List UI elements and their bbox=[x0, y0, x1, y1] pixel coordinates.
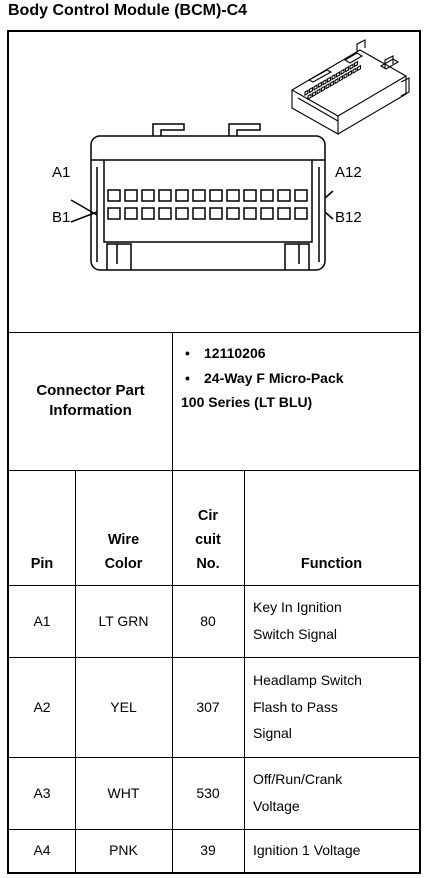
function-line: Key In Ignition bbox=[253, 599, 342, 616]
function-line: Ignition 1 Voltage bbox=[253, 842, 361, 859]
iso-pin-slot bbox=[314, 85, 317, 90]
iso-pin-slot bbox=[328, 77, 331, 82]
pin-cavity bbox=[244, 208, 256, 219]
iso-pin-slot bbox=[337, 72, 340, 77]
table-row-function bbox=[244, 829, 419, 872]
header-circuit bbox=[172, 470, 244, 585]
pin-cavities bbox=[108, 190, 307, 219]
table-row-function bbox=[244, 657, 419, 757]
header-circuit-line1: Cir bbox=[197, 508, 219, 525]
table-row-pin: A3 bbox=[33, 784, 51, 801]
connector-description-line2: 100 Series (LT BLU) bbox=[181, 394, 313, 410]
pin-cavity bbox=[125, 190, 137, 201]
pin-cavity bbox=[278, 190, 290, 201]
function-line: Voltage bbox=[253, 798, 300, 814]
pin-cavity bbox=[261, 208, 273, 219]
iso-pin-slot bbox=[323, 80, 326, 85]
iso-pin-slot bbox=[350, 64, 353, 69]
table-row-pin: A2 bbox=[33, 698, 51, 715]
table-row-circuit: 80 bbox=[200, 612, 216, 629]
iso-pin-slot bbox=[355, 62, 358, 67]
table-row-wire-color: LT GRN bbox=[98, 612, 149, 629]
pin-label-b12: B12 bbox=[335, 209, 362, 226]
function-line: Flash to Pass bbox=[253, 698, 338, 715]
iso-pin-slot bbox=[332, 75, 335, 80]
function-line: Headlamp Switch bbox=[253, 672, 362, 689]
pin-cavity bbox=[295, 190, 307, 201]
table-row-pin: A4 bbox=[33, 842, 51, 859]
pinout-table bbox=[7, 30, 421, 874]
pin-cavity bbox=[261, 190, 273, 201]
pin-cavity bbox=[227, 190, 239, 201]
header-function-text: Function bbox=[300, 556, 363, 573]
pin-cavity bbox=[159, 208, 171, 219]
pin-cavity bbox=[176, 208, 188, 219]
table-row-wire-color: WHT bbox=[107, 784, 140, 801]
pin-cavity bbox=[193, 190, 205, 201]
latch-left bbox=[153, 124, 184, 136]
pin-cavity bbox=[108, 190, 120, 201]
iso-pin-slot bbox=[319, 83, 322, 88]
table-row-pin: A1 bbox=[33, 612, 51, 629]
iso-pin-slot bbox=[340, 76, 343, 81]
pin-cavity bbox=[193, 208, 205, 219]
header-wire-color-line2: Color bbox=[104, 556, 143, 573]
header-pin-text: Pin bbox=[30, 556, 54, 573]
pin-label-a1: A1 bbox=[52, 164, 71, 181]
iso-pin-slot bbox=[313, 92, 316, 97]
connector-diagram bbox=[9, 32, 419, 332]
lock-window-right bbox=[285, 244, 309, 270]
iso-pin-slot bbox=[349, 71, 352, 76]
table-row-circuit: 39 bbox=[200, 842, 216, 859]
part-number: • 12110206 bbox=[181, 341, 344, 366]
pin-cavity bbox=[227, 208, 239, 219]
pin-cavity bbox=[210, 190, 222, 201]
function-line: Switch Signal bbox=[253, 626, 338, 642]
connector-body bbox=[91, 136, 325, 270]
iso-pin-slot bbox=[344, 74, 347, 79]
pin-cavity bbox=[142, 208, 154, 219]
pin-cavity bbox=[295, 208, 307, 219]
pin-cavity bbox=[142, 190, 154, 201]
latch-right bbox=[229, 124, 260, 136]
page-title: Body Control Module (BCM)-C4 bbox=[8, 2, 248, 19]
pin-label-a12: A12 bbox=[335, 164, 362, 181]
header-wire-color-line1: Wire bbox=[107, 532, 140, 549]
pin-cavity bbox=[210, 208, 222, 219]
table-row-function bbox=[244, 585, 419, 657]
iso-pin-slot bbox=[353, 68, 356, 73]
iso-pin-slot bbox=[331, 81, 334, 86]
connector-info-label bbox=[9, 332, 172, 470]
iso-pin-slot bbox=[310, 88, 313, 93]
connector-info-label-line2: Information bbox=[49, 402, 132, 419]
iso-pin-slot bbox=[358, 66, 361, 71]
pin-cavity bbox=[176, 190, 188, 201]
iso-pin-slot bbox=[335, 79, 338, 84]
connector-description-line1: • 24-Way F Micro-Pack bbox=[181, 366, 344, 391]
table-row-wire-color: PNK bbox=[109, 842, 138, 859]
connector-isometric bbox=[292, 40, 409, 134]
pin-cavity bbox=[244, 190, 256, 201]
header-pin bbox=[9, 470, 75, 585]
pin-cavity bbox=[125, 208, 137, 219]
connector-info-label-line1: Connector Part bbox=[36, 381, 145, 399]
pin-cavity bbox=[108, 208, 120, 219]
iso-pin-slot bbox=[317, 89, 320, 94]
iso-pin-slot bbox=[326, 84, 329, 89]
iso-pin-slot bbox=[308, 94, 311, 99]
pin-cavity bbox=[278, 208, 290, 219]
leader-b12 bbox=[325, 212, 333, 219]
leader-b1 bbox=[71, 212, 97, 222]
function-line: Signal bbox=[253, 725, 292, 742]
pin-cavity bbox=[159, 190, 171, 201]
connector-info-details bbox=[172, 332, 419, 470]
table-row-wire-color: YEL bbox=[110, 698, 137, 715]
iso-pin-slot bbox=[305, 90, 308, 95]
header-circuit-line3: No. bbox=[196, 556, 220, 573]
table-row-circuit: 307 bbox=[196, 698, 220, 715]
function-line: Off/Run/Crank bbox=[253, 771, 343, 788]
iso-pin-slot bbox=[341, 70, 344, 75]
lock-window-left bbox=[107, 244, 131, 270]
header-function bbox=[244, 470, 419, 585]
header-circuit-line2: cuit bbox=[195, 532, 221, 549]
pin-label-b1: B1 bbox=[52, 209, 71, 226]
iso-pin-slot bbox=[322, 87, 325, 92]
table-row-circuit: 530 bbox=[196, 784, 220, 801]
iso-pin-slot bbox=[346, 67, 349, 72]
table-row-function bbox=[244, 757, 419, 829]
leader-a12 bbox=[325, 191, 333, 198]
header-wire-color bbox=[75, 470, 172, 585]
